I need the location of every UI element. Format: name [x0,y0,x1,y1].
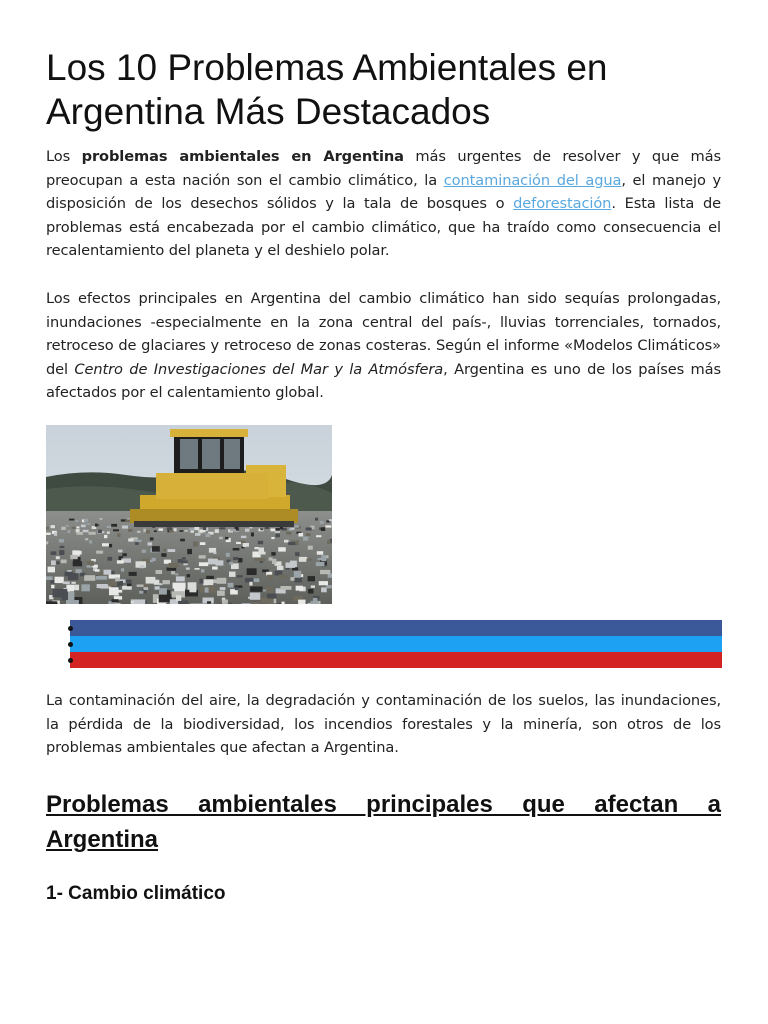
debris-piece [70,555,77,559]
debris-piece [306,528,312,531]
debris-piece [216,560,224,565]
debris-piece [127,583,132,586]
debris-piece [111,524,117,527]
debris-piece [194,527,199,531]
debris-piece [46,533,51,535]
debris-piece [112,599,119,602]
debris-piece [275,528,280,531]
debris-piece [159,528,164,530]
debris-piece [109,544,112,548]
debris-piece [308,576,315,581]
debris-piece [209,559,213,563]
debris-piece [148,542,153,545]
debris-piece [117,590,122,593]
subsection-heading: 1- Cambio climático [46,883,226,904]
debris-piece [317,562,320,565]
debris-piece [176,576,185,581]
debris-piece [168,549,176,552]
debris-piece [303,537,308,541]
debris-piece [189,528,195,531]
debris-piece [225,537,228,540]
debris-piece [75,520,78,522]
debris-piece [254,547,259,549]
debris-piece [65,572,74,577]
debris-piece [280,586,291,590]
debris-piece [159,588,167,594]
debris-piece [46,576,53,580]
debris-piece [53,589,68,598]
debris-piece [95,524,98,527]
debris-piece [275,534,280,538]
debris-piece [228,583,234,588]
debris-piece [327,540,330,544]
debris-piece [46,601,57,604]
debris-piece [89,540,92,543]
debris-piece [250,593,260,600]
debris-piece [104,535,107,538]
debris-piece [158,583,162,585]
debris-piece [263,590,267,592]
intro-text-4: . Esta lista de problemas está encabezada por el cambio climático, que ha traído como consecuencia el recalentamiento del planeta y el deshielo polar. [46,195,721,260]
debris-piece [195,568,200,570]
debris-piece [247,568,257,575]
debris-piece [96,576,108,580]
debris-piece [59,550,64,555]
debris-piece [186,568,190,570]
debris-piece [258,541,263,544]
debris-piece [251,533,254,537]
debris-piece [137,531,140,533]
debris-piece [219,527,225,529]
debris-piece [267,575,273,579]
section-heading: Problemas ambientales principales que afectan a Argentina [46,791,721,853]
debris-piece [187,549,192,554]
debris-piece [71,582,75,584]
debris-piece [199,555,206,558]
debris-piece [262,570,269,573]
debris-piece [187,574,191,577]
debris-piece [83,530,89,533]
debris-piece [315,518,318,521]
debris-piece [142,550,146,553]
debris-piece [321,555,326,561]
debris-piece [277,566,284,570]
debris-piece [86,523,90,525]
debris-piece [267,594,277,599]
debris-piece [176,595,181,601]
debris-piece [118,550,123,553]
debris-piece [128,529,132,532]
debris-piece [291,528,295,530]
debris-piece [114,596,122,599]
debris-piece [260,528,263,530]
debris-piece [115,578,120,582]
debris-piece [316,535,321,537]
debris-piece [97,584,108,588]
debris-piece [284,540,289,543]
debris-piece [76,532,83,535]
debris-piece [163,580,170,584]
debris-piece [321,587,327,592]
debris-piece [219,537,223,540]
debris-piece [279,575,287,580]
debris-piece [251,602,260,604]
debris-piece [56,556,60,559]
debris-piece [189,588,196,593]
debris-piece [51,525,56,528]
debris-piece [59,539,64,542]
debris-piece [212,567,218,570]
debris-piece [129,572,137,576]
debris-piece [180,530,184,532]
debris-piece [181,560,188,563]
share-twitter-bar[interactable] [70,636,722,652]
debris-piece [81,525,86,528]
debris-piece [311,601,319,604]
debris-piece [126,580,132,583]
debris-piece [117,534,121,538]
debris-piece [191,603,204,604]
debris-piece [81,584,90,591]
debris-piece [242,603,251,604]
debris-piece [260,561,264,563]
debris-piece [295,578,302,583]
debris-piece [307,559,313,561]
debris-piece [146,577,156,584]
debris-piece [233,557,238,560]
debris-piece [317,551,323,555]
debris-piece [321,527,325,531]
debris-piece [77,551,82,555]
debris-piece [76,529,80,532]
debris-piece [56,561,60,564]
effects-institution: Centro de Investigaciones del Mar y la Atmósfera [74,360,444,378]
debris-piece [288,542,295,545]
share-facebook-bar[interactable] [70,620,722,636]
debris-piece [85,538,88,540]
debris-piece [163,549,166,552]
debris-piece [102,543,109,546]
debris-piece [206,576,214,580]
debris-piece [61,527,66,530]
debris-piece [116,603,121,604]
debris-piece [107,526,111,528]
debris-piece [122,553,126,556]
debris-piece [96,551,103,554]
debris-piece [98,530,102,533]
debris-piece [220,587,226,590]
intro-bold-keyword: problemas ambientales en Argentina [81,148,404,165]
debris-piece [61,560,67,564]
debris-piece [66,600,79,604]
debris-piece [139,591,143,594]
deforestation-link[interactable]: deforestación [513,195,612,213]
debris-piece [308,589,314,594]
debris-piece [95,569,100,572]
bullet-icon [68,658,73,663]
debris-piece [245,529,249,532]
debris-piece [137,585,144,587]
water-pollution-link[interactable]: contaminación del agua [443,171,622,189]
debris-piece [271,552,275,556]
debris-piece [48,567,55,573]
debris-piece [118,560,124,562]
effects-text-1: Los efectos principales en Argentina del cambio climático han sido sequías prolongadas, inundaciones -especialmente en la zona central del país-, lluvias torrenciales, tornados, retroceso de glaciares y retroceso de zonas costeras. Según el informe «Modelos Climáticos» del [46,290,721,378]
debris-piece [295,552,299,556]
effects-paragraph [46,287,721,405]
share-bar [70,620,722,668]
debris-piece [271,537,274,539]
debris-piece [167,567,177,570]
debris-piece [258,552,265,555]
debris-piece [60,546,65,548]
debris-piece [235,587,238,590]
bullet-icon [68,642,73,647]
debris-piece [282,602,285,604]
debris-piece [311,585,315,588]
debris-piece [306,533,311,536]
debris-piece [183,563,187,565]
debris-piece [325,525,331,527]
debris-piece [213,552,216,554]
debris-piece [51,585,54,589]
debris-piece [193,542,198,547]
debris-piece [204,579,214,585]
debris-piece [250,587,263,592]
intro-text-3: , el manejo y disposición de los desechos sólidos y la tala de bosques o [46,171,722,213]
debris-piece [66,525,69,527]
debris-piece [199,562,208,566]
debris-piece [272,559,276,564]
debris-piece [208,588,216,593]
debris-piece [201,569,204,572]
debris-piece [84,575,95,581]
debris-piece [155,586,160,589]
debris-piece [89,532,96,535]
debris-piece [104,570,112,575]
debris-piece [154,530,157,532]
debris-piece [195,533,200,536]
debris-piece [161,553,166,557]
debris-piece [320,570,330,574]
debris-piece [200,542,206,545]
debris-piece [226,553,230,557]
debris-piece [249,582,252,586]
debris-piece [294,571,301,578]
debris-piece [329,519,332,521]
debris-piece [128,538,133,541]
debris-piece [286,532,291,535]
debris-piece [156,570,163,574]
debris-piece [121,568,124,571]
debris-piece [237,575,243,577]
debris-piece [215,529,219,533]
debris-piece [300,557,307,560]
debris-piece [238,558,242,563]
debris-piece [84,519,88,522]
debris-piece [173,583,186,589]
intro-paragraph [46,145,721,263]
debris-piece [229,572,236,577]
share-pinterest-bar[interactable] [70,652,722,668]
debris-piece [169,530,173,533]
debris-piece [54,532,57,536]
debris-piece [125,519,130,522]
debris-piece [51,551,57,555]
debris-piece [184,530,188,532]
debris-piece [308,546,313,550]
intro-text-1: Los [46,148,82,165]
bullet-icon [68,626,73,631]
debris-piece [55,577,64,583]
debris-piece [319,581,328,585]
debris-piece [131,601,134,603]
debris-piece [150,537,154,540]
debris-piece [243,543,249,547]
debris-piece [207,601,211,603]
debris-piece [275,531,280,533]
debris-piece [205,533,210,537]
debris-piece [229,562,233,565]
debris-piece [63,581,70,584]
debris-piece [67,585,74,591]
debris-piece [205,587,209,592]
article-title: Los 10 Problemas Ambientales en Argentina Más Destacados [46,47,608,132]
debris-piece [135,540,142,543]
debris-piece [230,529,236,531]
debris-piece [277,604,281,605]
debris-piece [233,548,240,551]
debris-piece [90,562,94,566]
debris-piece [76,526,79,528]
debris-piece [175,574,178,576]
debris-piece [167,527,173,530]
debris-piece [203,527,206,530]
debris-piece [254,578,260,582]
effects-text-2: , Argentina es uno de los países más afectados por el calentamiento global. [46,360,721,402]
debris-piece [46,527,49,530]
intro-text-2: más urgentes de resolver y que más preocupan a esta nación son el cambio climático, la [46,148,722,189]
landfill-bulldozer-photo [46,425,332,604]
debris-piece [143,529,146,533]
debris-piece [236,542,241,544]
debris-piece [169,563,179,568]
debris-piece [294,525,299,527]
debris-piece [222,600,228,604]
debris-piece [180,539,185,542]
debris-piece [69,519,74,521]
debris-piece [51,560,56,565]
debris-piece [140,565,145,568]
debris-piece [68,592,74,601]
debris-piece [320,521,324,524]
debris-piece [255,558,266,561]
debris-piece [109,587,119,595]
debris-piece [174,528,177,531]
debris-piece [117,581,123,586]
debris-piece [67,530,70,533]
debris-piece [296,586,303,591]
debris-piece [100,518,103,520]
debris-piece [144,587,149,590]
debris-piece [286,563,296,568]
debris-piece [278,547,286,551]
debris-piece [122,526,128,529]
debris-piece [152,546,160,552]
debris-piece [217,591,225,596]
debris-piece [76,569,82,573]
debris-piece [174,588,185,592]
debris-piece [241,536,247,538]
debris-piece [171,571,175,574]
debris-piece [46,541,48,544]
debris-piece [299,533,304,537]
debris-piece [113,529,119,531]
other-problems-paragraph: La contaminación del aire, la degradación y contaminación de los suelos, las inundaciones, la pérdida de la biodiversidad, los incendios forestales y la minería, son otros de los problemas ambientales que afectan a Argentina. [46,692,721,757]
debris-piece [107,532,110,534]
debris-piece [73,561,82,566]
debris-piece [265,586,273,593]
debris-piece [122,586,132,590]
debris-piece [298,600,305,604]
debris-piece [108,557,113,561]
debris-piece [72,527,76,529]
debris-piece [326,585,332,588]
